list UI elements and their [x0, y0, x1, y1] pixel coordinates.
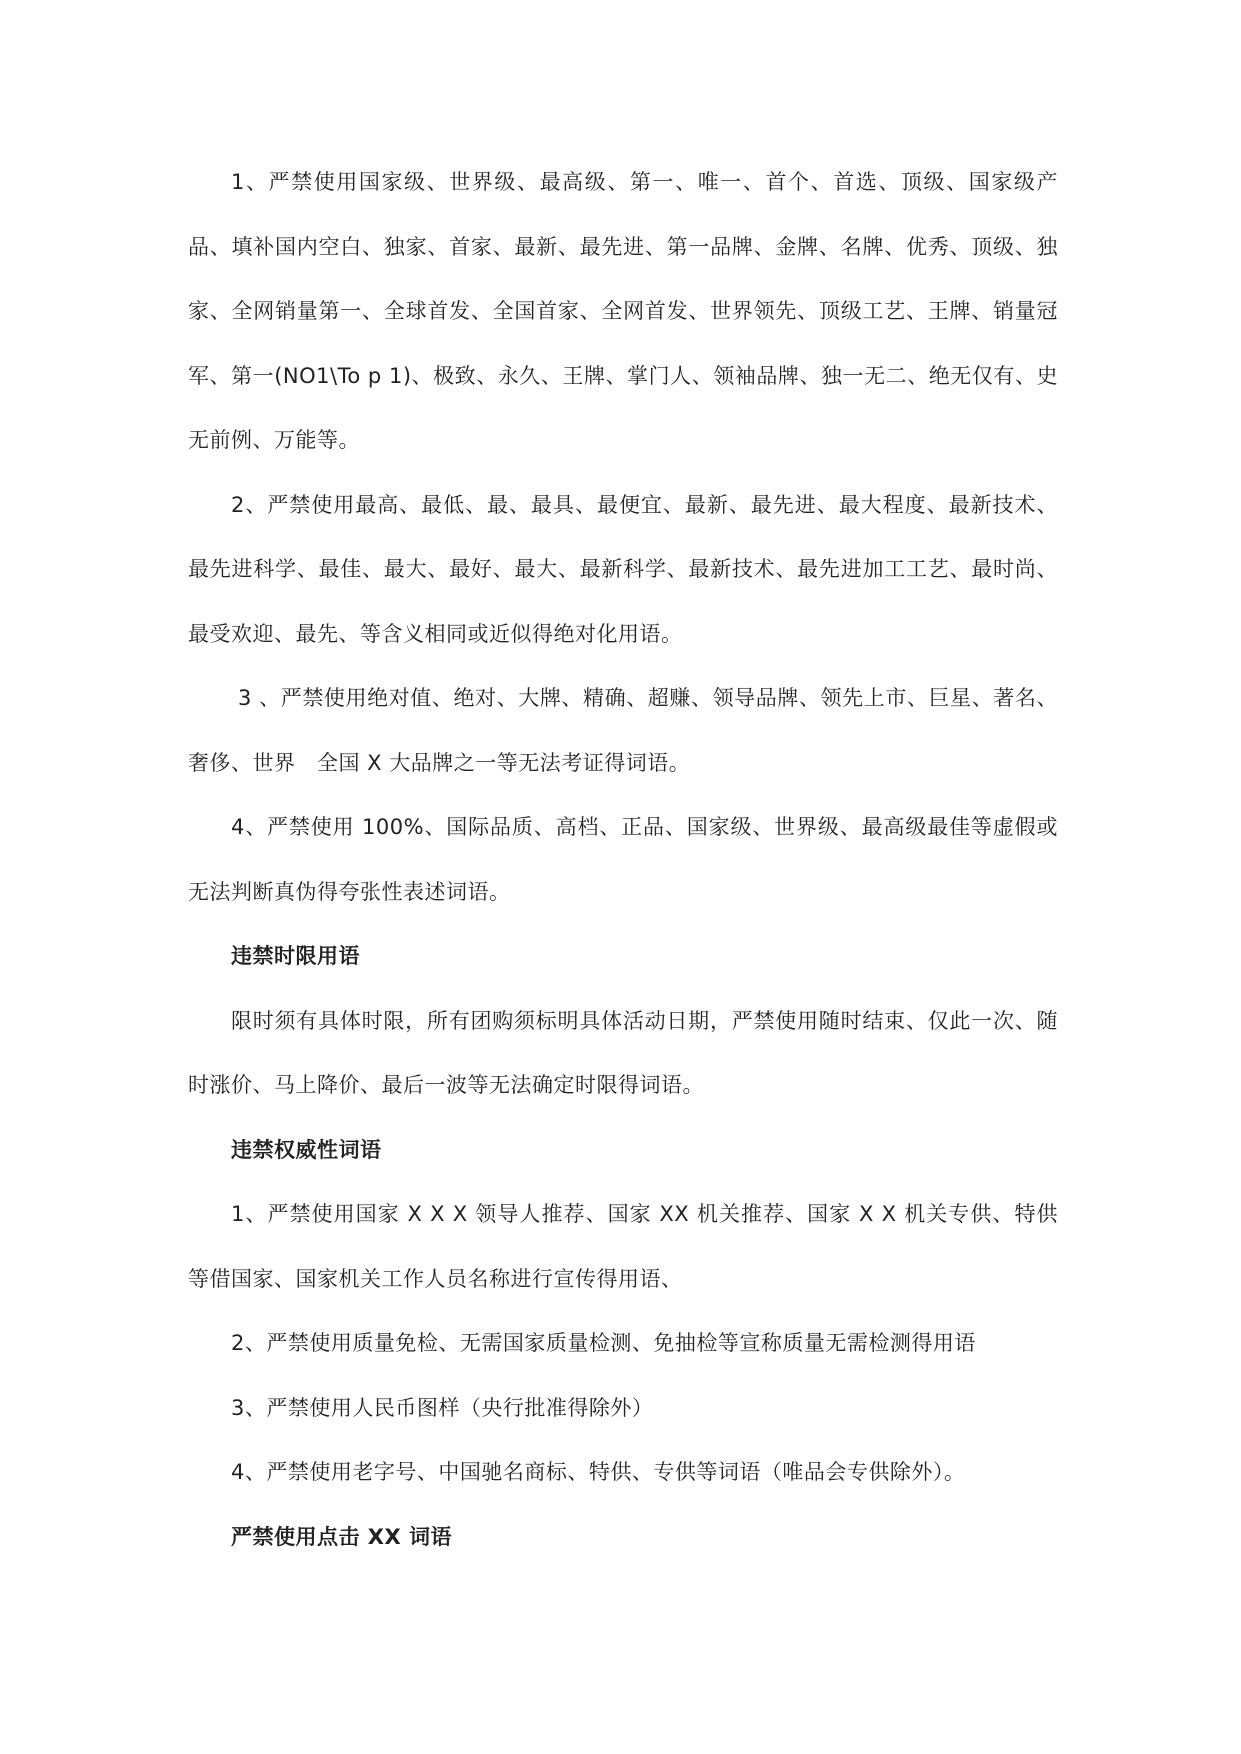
section-heading-click: 严禁使用点击 XX 词语: [231, 1524, 453, 1549]
paragraph-4: 4、严禁使用 100%、国际品质、高档、正品、国家级、世界级、最高级最佳等虚假或无法判断真伪得夸张性表述词语。: [188, 815, 1058, 904]
document-body: [188, 150, 1058, 1569]
paragraph-authority-3: 3、严禁使用人民币图样（央行批准得除外）: [231, 1395, 654, 1420]
paragraph-authority-1: 1、严禁使用国家 X X X 领导人推荐、国家 XX 机关推荐、国家 X X 机关专供、特供等借国家、国家机关工作人员名称进行宣传得用语、: [188, 1202, 1058, 1291]
paragraph-authority-2: 2、严禁使用质量免检、无需国家质量检测、免抽检等宣称质量无需检测得用语: [231, 1331, 976, 1355]
section-heading-authority: 违禁权威性词语: [231, 1137, 382, 1162]
section-heading-time-limit: 违禁时限用语: [231, 944, 360, 968]
paragraph-2: 2、严禁使用最高、最低、最、最具、最便宜、最新、最先进、最大程度、最新技术、最先进科学、最佳、最大、最好、最大、最新科学、最新技术、最先进加工工艺、最时尚、最受欢迎、最先、等含义相同或近似得绝对化用语。: [188, 492, 1058, 646]
paragraph-authority-4: 4、严禁使用老字号、中国驰名商标、特供、专供等词语（唯品会专供除外）。: [231, 1460, 966, 1484]
paragraph-1: 1、严禁使用国家级、世界级、最高级、第一、唯一、首个、首选、顶级、国家级产品、填补国内空白、独家、首家、最新、最先进、第一品牌、金牌、名牌、优秀、顶级、独家、全网销量第一、全球首发、全国首家、全网首发、世界领先、顶级工艺、王牌、销量冠军、第一(NO1\To p 1)、极致、永久、王牌、掌门人、领袖品牌、独一无二、绝无仅有、史无前例、万能等。: [188, 170, 1058, 452]
paragraph-time-limit: 限时须有具体时限，所有团购须标明具体活动日期，严禁使用随时结束、仅此一次、随时涨价、马上降价、最后一波等无法确定时限得词语。: [188, 1008, 1058, 1097]
paragraph-3: 3 、严禁使用绝对值、绝对、大牌、精确、超赚、领导品牌、领先上市、巨星、著名、奢侈、世界 全国 X 大品牌之一等无法考证得词语。: [188, 686, 1058, 775]
